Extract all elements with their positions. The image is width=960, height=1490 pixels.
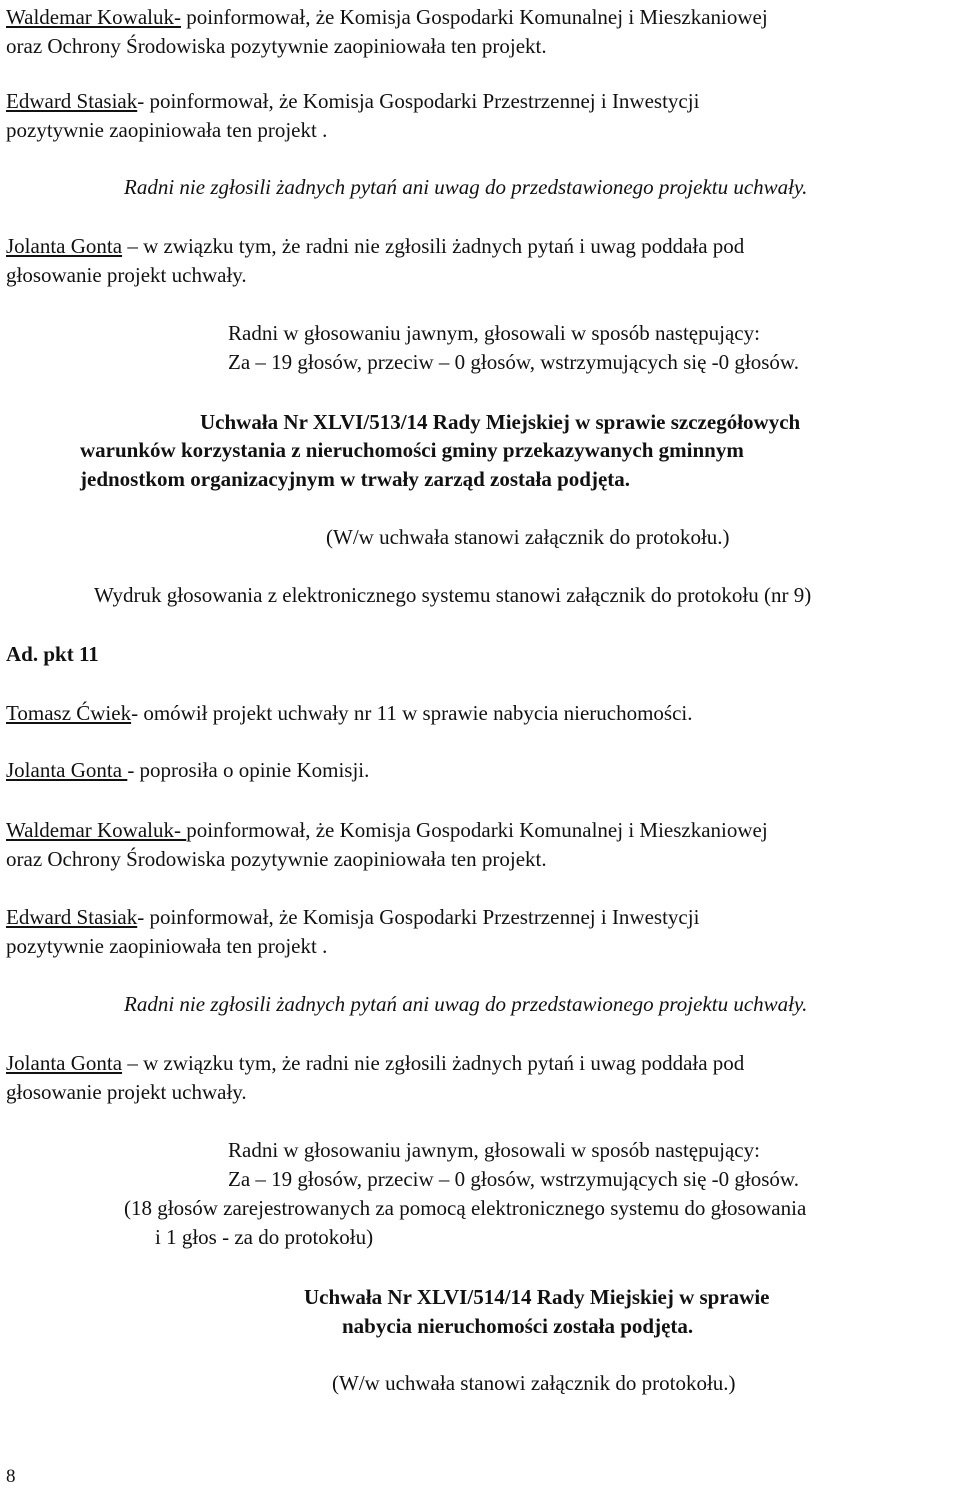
attachment-note: (W/w uchwała stanowi załącznik do protokołu.): [326, 525, 730, 549]
resolution-title-line1: Uchwała Nr XLVI/513/14 Rady Miejskiej w sprawie szczegółowych: [200, 410, 801, 434]
section-heading: Ad. pkt 11: [6, 642, 99, 666]
speaker-name: Jolanta Gonta: [6, 758, 128, 782]
statement-text: - poinformował, że Komisja Gospodarki Przestrzennej i Inwestycji: [137, 89, 700, 113]
speaker-name: Jolanta Gonta: [6, 234, 123, 258]
gonta-statement-cont: głosowanie projekt uchwały.: [6, 263, 247, 287]
speaker-name: Waldemar Kowaluk-: [6, 818, 187, 842]
cwiek-statement: [6, 700, 693, 726]
gonta-statement-2-cont: głosowanie projekt uchwały.: [6, 1080, 247, 1104]
stasiak-statement-cont: pozytywnie zaopiniowała ten projekt .: [6, 118, 328, 142]
stasiak-statement-2: [6, 904, 699, 930]
gonta-statement-2: [6, 1050, 744, 1076]
statement-text: - poinformował, że Komisja Gospodarki Przestrzennej i Inwestycji: [137, 905, 700, 929]
resolution-title-2-line2: nabycia nieruchomości została podjęta.: [342, 1314, 694, 1338]
statement-text: - omówił projekt uchwały nr 11 w sprawie nabycia nieruchomości.: [131, 701, 693, 725]
statement-text: – w związku tym, że radni nie zgłosili żadnych pytań i uwag poddała pod: [122, 1051, 745, 1075]
no-questions-note: Radni nie zgłosili żadnych pytań ani uwag do przedstawionego projektu uchwały.: [124, 175, 808, 199]
vote-result-2: Za – 19 głosów, przeciw – 0 głosów, wstrzymujących się -0 głosów.: [228, 1167, 799, 1191]
resolution-title-2-line1: Uchwała Nr XLVI/514/14 Rady Miejskiej w sprawie: [304, 1285, 770, 1309]
speaker-name: Edward Stasiak: [6, 905, 138, 929]
resolution-title-line3: jednostkom organizacyjnym w trwały zarząd została podjęta.: [80, 467, 631, 491]
statement-text: poinformował, że Komisja Gospodarki Komunalnej i Mieszkaniowej: [186, 818, 768, 842]
vote-intro-2: Radni w głosowaniu jawnym, głosowali w sposób następujący:: [228, 1138, 760, 1162]
speaker-name: Waldemar Kowaluk-: [6, 5, 181, 29]
statement-text: poinformował, że Komisja Gospodarki Komunalnej i Mieszkaniowej: [181, 5, 768, 29]
stasiak-statement: [6, 88, 699, 114]
gonta-statement: [6, 233, 744, 259]
page-number: 8: [6, 1466, 16, 1487]
attachment-note-2: (W/w uchwała stanowi załącznik do protokołu.): [332, 1371, 736, 1395]
resolution-title-line2: warunków korzystania z nieruchomości gminy przekazywanych gminnym: [80, 438, 744, 462]
speaker-name: Tomasz Ćwiek: [6, 701, 132, 725]
no-questions-note-2: Radni nie zgłosili żadnych pytań ani uwag do przedstawionego projektu uchwały.: [124, 992, 808, 1016]
kowaluk-statement-2-cont: oraz Ochrony Środowiska pozytywnie zaopiniowała ten projekt.: [6, 847, 547, 871]
vote-note-line1: (18 głosów zarejestrowanych za pomocą elektronicznego systemu do głosowania: [124, 1196, 807, 1220]
vote-note-line2: i 1 głos - za do protokołu): [155, 1225, 374, 1249]
kowaluk-statement-2: [6, 817, 768, 843]
kowaluk-statement: [6, 4, 768, 30]
vote-intro: Radni w głosowaniu jawnym, głosowali w sposób następujący:: [228, 321, 760, 345]
speaker-name: Jolanta Gonta: [6, 1051, 123, 1075]
statement-text: - poprosiła o opinie Komisji.: [127, 758, 370, 782]
speaker-name: Edward Stasiak: [6, 89, 138, 113]
stasiak-statement-2-cont: pozytywnie zaopiniowała ten projekt .: [6, 934, 328, 958]
vote-result: Za – 19 głosów, przeciw – 0 głosów, wstrzymujących się -0 głosów.: [228, 350, 799, 374]
gonta-request: [6, 757, 369, 783]
statement-text: – w związku tym, że radni nie zgłosili żadnych pytań i uwag poddała pod: [122, 234, 745, 258]
kowaluk-statement-cont: oraz Ochrony Środowiska pozytywnie zaopiniowała ten projekt.: [6, 34, 547, 58]
printout-note: Wydruk głosowania z elektronicznego systemu stanowi załącznik do protokołu (nr 9): [94, 583, 812, 607]
